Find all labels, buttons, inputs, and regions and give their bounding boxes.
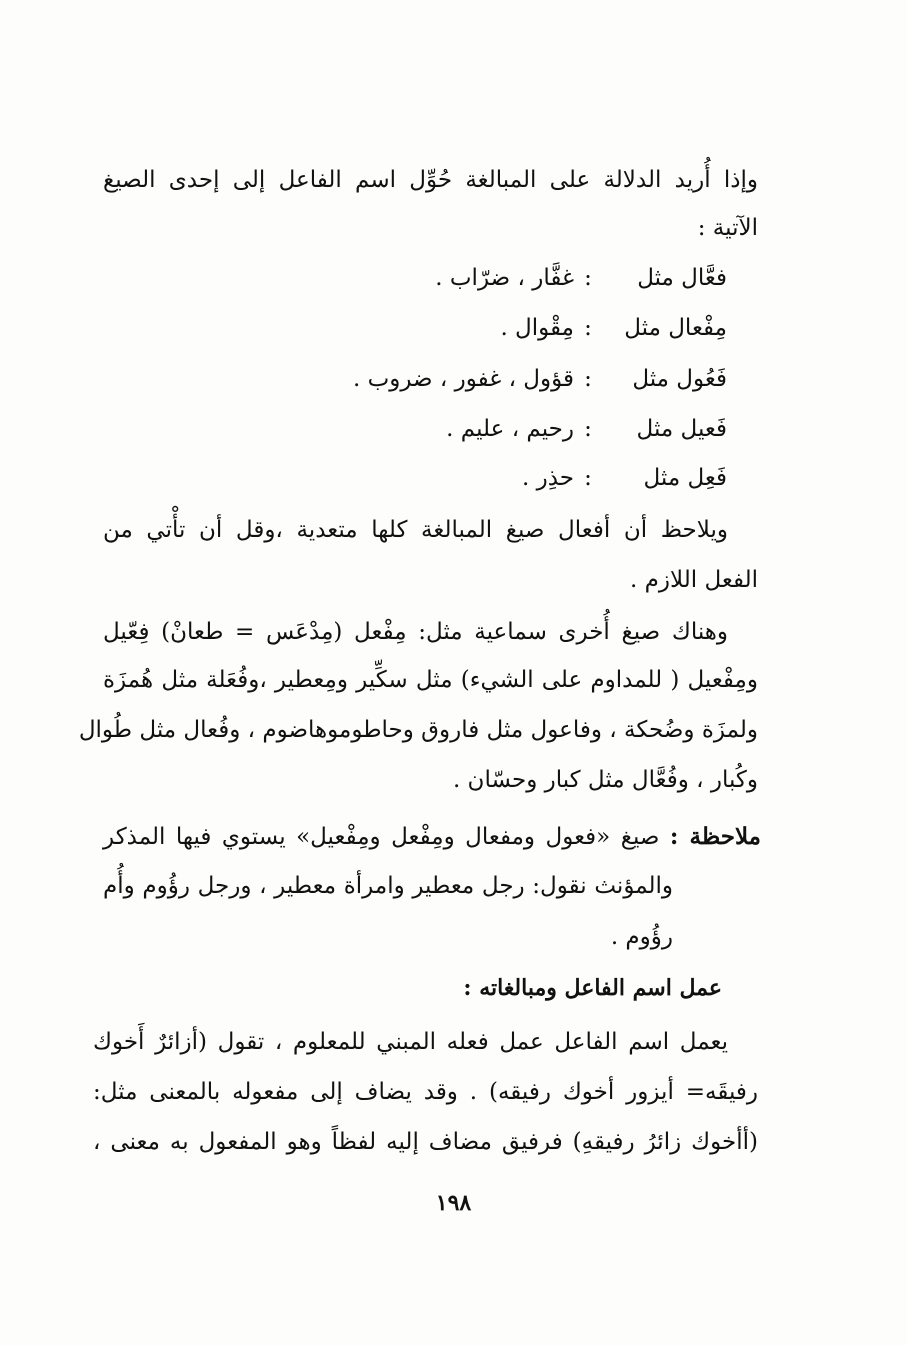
paragraph-line: يعمل اسم الفاعل عمل فعله المبني للمعلوم ، تقول (أزائرٌ أَخوك xyxy=(93,1029,728,1055)
wazn-label: فَعيل مثل xyxy=(636,416,727,442)
colon: : xyxy=(584,416,592,442)
example-row xyxy=(446,414,727,444)
example-words: حذِر . xyxy=(521,465,574,491)
colon: : xyxy=(584,465,592,491)
paragraph-line: الفعل اللازم . xyxy=(630,567,758,593)
paragraph-line: ويلاحظ أن أفعال صيغ المبالغة كلها متعدية ،وقل أن تأْتي من xyxy=(103,517,728,543)
note-line: والمؤنث نقول: رجل معطير وامرأة معطير ، ورجل رؤُوم وأُم xyxy=(103,873,673,899)
paragraph-line: وكُبار ، وفُعَّال مثل كبار وحسّان . xyxy=(452,767,758,793)
example-row xyxy=(522,463,727,493)
example-row xyxy=(500,313,727,343)
paragraph-line: الآتية : xyxy=(697,215,758,241)
wazn-label: فَعِل مثل xyxy=(643,465,727,491)
paragraph-line: وهناك صيغ أُخرى سماعية مثل: مِفْعل (مِدْعَس = طعانْ) فِعّيل xyxy=(103,619,728,645)
wazn-label: فعَّال مثل xyxy=(637,265,727,291)
paragraph-line: ولمزَة وضُحكة ، وفاعول مثل فاروق وحاطوموهاضوم ، وفُعال مثل طُوال xyxy=(78,717,758,743)
note-line: رؤُوم . xyxy=(610,924,673,950)
wazn-label: فَعُول مثل xyxy=(632,366,727,392)
paragraph-line: رفيقَه= أيزور أخوك رفيقه) . وقد يضاف إلى مفعوله بالمعنى مثل: xyxy=(93,1079,758,1105)
example-words: غفَّار ، ضرّاب . xyxy=(435,265,574,291)
colon: : xyxy=(584,265,592,291)
example-words: رحيم ، عليم . xyxy=(446,416,574,442)
note-text: صيغ «فعول ومفعال ومِفْعل ومِفْعيل» يستوي فيها المذكر xyxy=(103,824,660,850)
page-number: ١٩٨ xyxy=(435,1190,472,1216)
example-row xyxy=(435,263,727,293)
example-words: قؤول ، غفور ، ضروب . xyxy=(352,366,574,392)
paragraph-line: ومِفْعيل ( للمداوم على الشيء) مثل سكِّير ومِعطير ،وفُعَلة مثل هُمزَة xyxy=(103,667,758,693)
colon: : xyxy=(584,315,592,341)
paragraph-line: وإذا أُريد الدلالة على المبالغة حُوِّل اسم الفاعل إلى إحدى الصيغ xyxy=(103,167,758,193)
note-first-line xyxy=(103,822,761,852)
example-row xyxy=(353,364,727,394)
wazn-label: مِفْعال مثل xyxy=(624,315,727,341)
colon: : xyxy=(584,366,592,392)
note-label: ملاحظة : xyxy=(669,823,761,850)
example-words: مِقْوال . xyxy=(500,315,574,341)
paragraph-line: (أأخوك زائرُ رفيقهِ) فرفيق مضاف إليه لفظاً وهو المفعول به معنى ، xyxy=(93,1129,758,1155)
section-heading: عمل اسم الفاعل ومبالغاته : xyxy=(463,975,722,1001)
